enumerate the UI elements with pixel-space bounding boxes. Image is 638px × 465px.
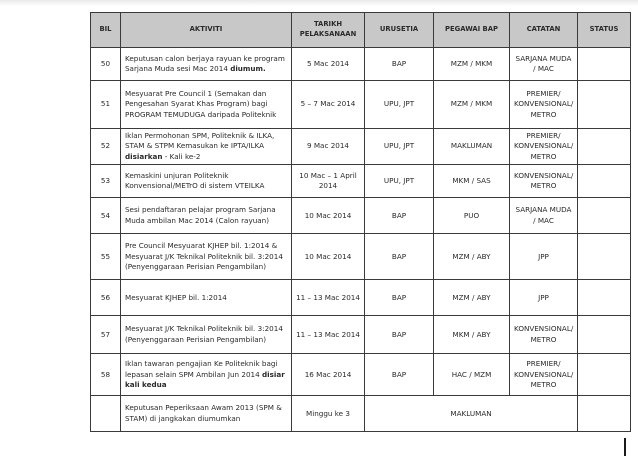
cell-bil: 56	[91, 280, 121, 316]
cell-tarikh: 10 Mac 2014	[292, 198, 365, 234]
activity-schedule-table	[90, 12, 631, 432]
cell-catatan: SARJANA MUDA / MAC	[510, 48, 578, 81]
cell-urusetia: BAP	[365, 234, 434, 280]
cell-aktiviti: Iklan Permohonan SPM, Politeknik & ILKA, STAM & STPM Kemasukan ke IPTA/ILKA disiarkan - Kali ke-2	[121, 129, 292, 165]
cell-status	[578, 48, 631, 81]
table-row	[91, 165, 631, 198]
cell-pegawai: MZM / MKM	[434, 48, 510, 81]
header-status: STATUS	[578, 13, 631, 48]
header-urusetia: URUSETIA	[365, 13, 434, 48]
cell-aktiviti: Sesi pendaftaran pelajar program Sarjana Muda ambilan Mac 2014 (Calon rayuan)	[121, 198, 292, 234]
cell-status	[578, 81, 631, 129]
table-row	[91, 316, 631, 354]
page-top-shadow	[0, 0, 638, 6]
cell-status	[578, 280, 631, 316]
table-row	[91, 48, 631, 81]
cell-aktiviti: Mesyuarat Pre Council 1 (Semakan dan Pengesahan Syarat Khas Program) bagi PROGRAM TEMUDUGA daripada Politeknik	[121, 81, 292, 129]
cell-status	[578, 129, 631, 165]
cell-bil: 58	[91, 354, 121, 396]
cell-status	[578, 396, 631, 432]
cell-tarikh: Minggu ke 3	[292, 396, 365, 432]
cell-tarikh: 9 Mac 2014	[292, 129, 365, 165]
cell-tarikh: 5 – 7 Mac 2014	[292, 81, 365, 129]
cell-catatan: PREMIER/ KONVENSIONAL/ METRO	[510, 354, 578, 396]
cell-bil: 52	[91, 129, 121, 165]
cell-status	[578, 354, 631, 396]
cell-bil: 50	[91, 48, 121, 81]
cell-status	[578, 165, 631, 198]
header-tarikh: TARIKH PELAKSANAAN	[292, 13, 365, 48]
table-row	[91, 81, 631, 129]
table-row	[91, 129, 631, 165]
cell-catatan: KONVENSIONAL/ METRO	[510, 316, 578, 354]
cell-urusetia: UPU, JPT	[365, 129, 434, 165]
cell-tarikh: 16 Mac 2014	[292, 354, 365, 396]
cell-catatan: PREMIER/ KONVENSIONAL/ METRO	[510, 129, 578, 165]
table-row	[91, 280, 631, 316]
header-pegawai: PEGAWAI BAP	[434, 13, 510, 48]
cell-pegawai: MAKLUMAN	[434, 129, 510, 165]
cell-aktiviti: Mesyuarat J/K Teknikal Politeknik bil. 3:2014 (Penyenggaraan Perisian Pengambilan)	[121, 316, 292, 354]
cell-urusetia: BAP	[365, 316, 434, 354]
cell-aktiviti: Kemaskini unjuran Politeknik Konvensional/METrO di sistem VTEILKA	[121, 165, 292, 198]
cell-bil	[91, 396, 121, 432]
cell-urusetia: BAP	[365, 354, 434, 396]
cell-aktiviti: Mesyuarat KJHEP bil. 1:2014	[121, 280, 292, 316]
table-row	[91, 234, 631, 280]
cell-aktiviti: Pre Council Mesyuarat KJHEP bil. 1:2014 & Mesyuarat J/K Teknikal Politeknik bil. 3:2014 (Penyenggaraan Perisian Pengambilan)	[121, 234, 292, 280]
cell-status	[578, 234, 631, 280]
header-bil: BIL	[91, 13, 121, 48]
cell-catatan: KONVENSIONAL/ METRO	[510, 165, 578, 198]
cell-tarikh: 11 – 13 Mac 2014	[292, 316, 365, 354]
cell-urusetia: BAP	[365, 48, 434, 81]
cell-pegawai: MZM / ABY	[434, 234, 510, 280]
scan-edge-mark	[624, 438, 626, 456]
cell-tarikh: 5 Mac 2014	[292, 48, 365, 81]
header-aktiviti: AKTIVITI	[121, 13, 292, 48]
cell-bil: 55	[91, 234, 121, 280]
cell-aktiviti: Iklan tawaran pengajian Ke Politeknik bagi lepasan selain SPM Ambilan Jun 2014 disiar kali kedua	[121, 354, 292, 396]
cell-urusetia: BAP	[365, 280, 434, 316]
header-catatan: CATATAN	[510, 13, 578, 48]
cell-pegawai: MZM / MKM	[434, 81, 510, 129]
cell-tarikh: 11 – 13 Mac 2014	[292, 280, 365, 316]
cell-bil: 51	[91, 81, 121, 129]
cell-urusetia: BAP	[365, 198, 434, 234]
cell-pegawai: MKM / SAS	[434, 165, 510, 198]
cell-makluman: MAKLUMAN	[365, 396, 578, 432]
cell-pegawai: HAC / MZM	[434, 354, 510, 396]
cell-status	[578, 198, 631, 234]
cell-catatan: JPP	[510, 280, 578, 316]
cell-aktiviti: Keputusan calon berjaya rayuan ke program Sarjana Muda sesi Mac 2014 diumum.	[121, 48, 292, 81]
cell-pegawai: PUO	[434, 198, 510, 234]
table-row	[91, 354, 631, 396]
table-row	[91, 396, 631, 432]
cell-pegawai: MZM / ABY	[434, 280, 510, 316]
cell-tarikh: 10 Mac – 1 April 2014	[292, 165, 365, 198]
table-row	[91, 198, 631, 234]
cell-catatan: PREMIER/ KONVENSIONAL/ METRO	[510, 81, 578, 129]
cell-pegawai: MKM / ABY	[434, 316, 510, 354]
cell-tarikh: 10 Mac 2014	[292, 234, 365, 280]
cell-urusetia: UPU, JPT	[365, 165, 434, 198]
cell-bil: 53	[91, 165, 121, 198]
cell-catatan: SARJANA MUDA / MAC	[510, 198, 578, 234]
cell-bil: 54	[91, 198, 121, 234]
table-header-row	[91, 13, 631, 48]
cell-aktiviti: Keputusan Peperiksaan Awam 2013 (SPM & STAM) di jangkakan diumumkan	[121, 396, 292, 432]
cell-catatan: JPP	[510, 234, 578, 280]
cell-bil: 57	[91, 316, 121, 354]
cell-urusetia: UPU, JPT	[365, 81, 434, 129]
cell-status	[578, 316, 631, 354]
